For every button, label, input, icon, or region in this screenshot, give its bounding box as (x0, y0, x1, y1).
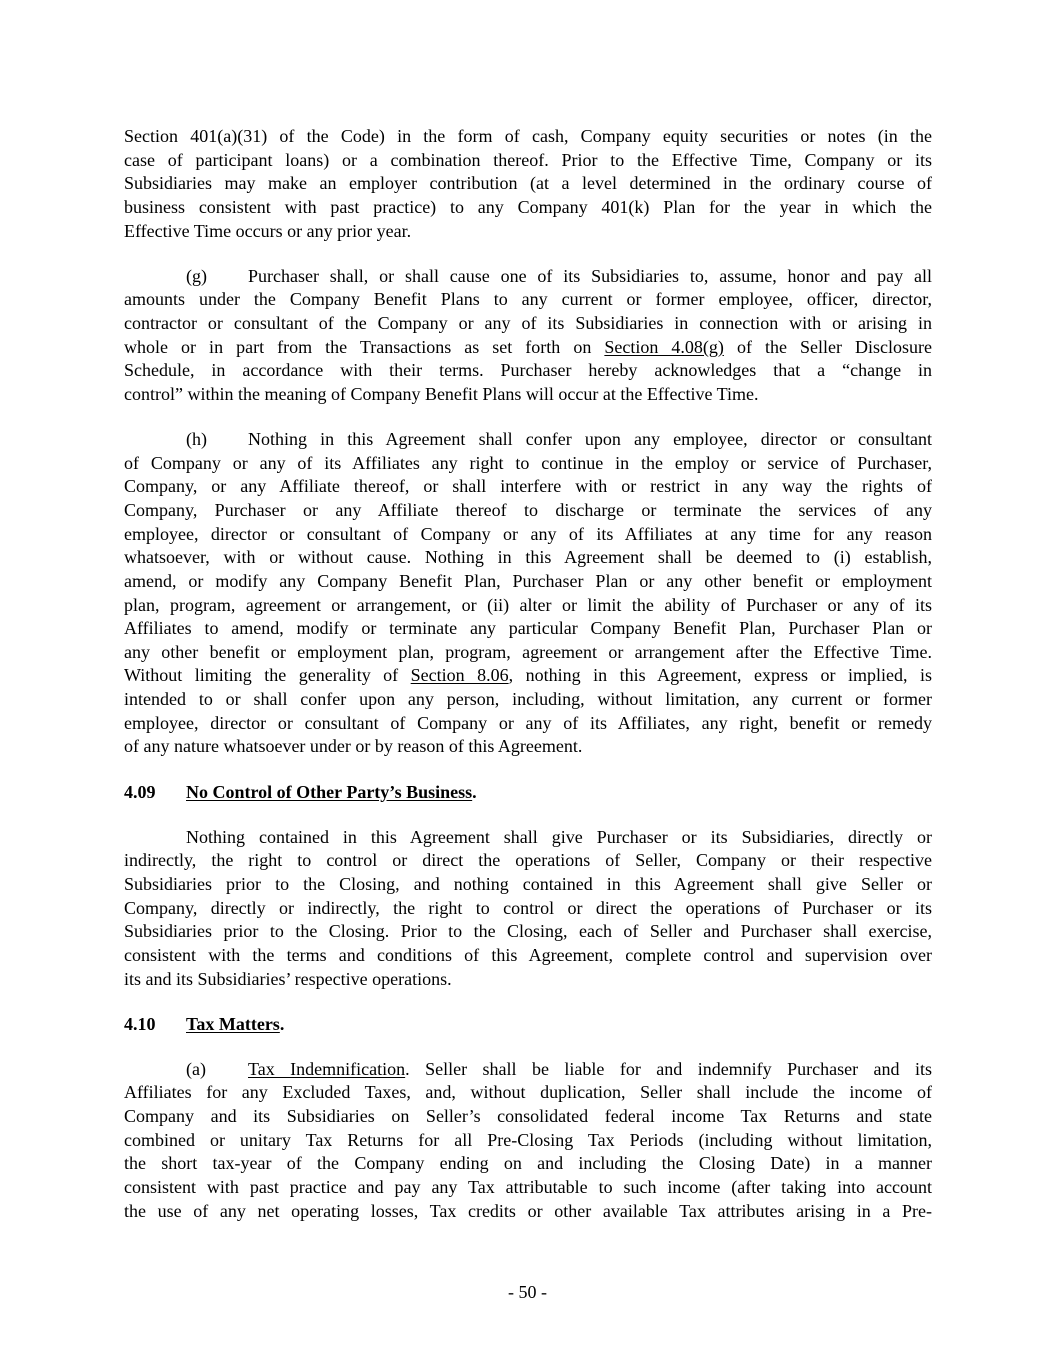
cross-reference-link[interactable]: Section 8.06 (410, 665, 509, 686)
text-run: consistent with the terms and conditions of this Agreement, complete control and supervision over (124, 944, 932, 965)
text-run: plan, program, agreement or arrangement, or (ii) alter or limit the ability of Purchaser or any of its (124, 594, 932, 615)
text-run: Without limiting the generality of (124, 665, 411, 686)
text-line (124, 452, 932, 476)
text-run: any other benefit or employment plan, program, agreement or arrangement after the Effective Time. (124, 641, 932, 662)
text-line (124, 641, 932, 665)
text-run: , nothing in this Agreement, express or implied, is (508, 665, 932, 686)
text-run: Company and its Subsidiaries on Seller’s consolidated federal income Tax Returns and state (124, 1106, 932, 1127)
text-run: Section 401(a)(31) of the Code) in the form of cash, Company equity securities or notes (in the (124, 126, 932, 146)
paragraph (124, 428, 932, 759)
text-run: Schedule, in accordance with their terms. Purchaser hereby acknowledges that a “change in (124, 360, 932, 381)
document-body (124, 125, 932, 1245)
text-run: intended to or shall confer upon any person, including, without limitation, any current or former (124, 689, 932, 710)
text-line (124, 968, 932, 992)
text-run: Effective Time occurs or any prior year. (124, 220, 412, 241)
paragraph-label: (h) (186, 429, 207, 450)
text-run: amend, or modify any Company Benefit Plan, Purchaser Plan or any other benefit or employment (124, 570, 932, 591)
text-line (124, 383, 932, 407)
text-run: of any nature whatsoever under or by reason of this Agreement. (124, 736, 583, 757)
text-line (124, 664, 932, 688)
text-run: the short tax-year of the Company ending on and including the Closing Date) in a manner (124, 1153, 932, 1174)
text-line (124, 288, 932, 312)
text-line (124, 826, 932, 850)
paragraph-label: (g) (186, 265, 207, 286)
text-line (124, 712, 932, 736)
text-run: Affiliates for any Excluded Taxes, and, without duplication, Seller shall include the income of (124, 1082, 932, 1103)
text-line (124, 1152, 932, 1176)
section-title: No Control of Other Party’s Business (186, 781, 473, 802)
text-run: of the Seller Disclosure (723, 336, 933, 357)
text-run: Nothing contained in this Agreement shall give Purchaser or its Subsidiaries, directly or (186, 826, 932, 847)
text-run: case of participant loans) or a combination thereof. Prior to the Effective Time, Company or its (124, 149, 932, 170)
text-run: Company, or any Affiliate thereof, or shall interfere with or restrict in any way the rights of (124, 476, 932, 497)
text-run: Subsidiaries prior to the Closing. Prior to the Closing, each of Seller and Purchaser shall exercise, (124, 921, 932, 942)
text-run: amounts under the Company Benefit Plans to any current or former employee, officer, director, (124, 289, 932, 310)
text-run: . Seller shall be liable for and indemnify Purchaser and its (405, 1058, 932, 1079)
text-line (124, 1081, 932, 1105)
text-line (124, 196, 932, 220)
cross-reference-link[interactable]: Section 4.08(g) (604, 336, 724, 357)
text-line (124, 359, 932, 383)
text-line (124, 523, 932, 547)
text-line (124, 1105, 932, 1129)
cross-reference-link[interactable]: Tax Indemnification (248, 1058, 406, 1079)
text-line (124, 499, 932, 523)
text-run: Company, directly or indirectly, the right to control or direct the operations of Purchaser or its (124, 897, 932, 918)
text-line (124, 428, 932, 452)
text-line (124, 1200, 932, 1224)
text-run: control” within the meaning of Company Benefit Plans will occur at the Effective Time. (124, 383, 759, 404)
text-line (124, 873, 932, 897)
text-line (124, 125, 932, 149)
section-heading (124, 781, 932, 805)
text-line (124, 336, 932, 360)
paragraph (124, 125, 932, 243)
text-line (124, 546, 932, 570)
text-line (124, 1176, 932, 1200)
text-run: business consistent with past practice) to any Company 401(k) Plan for the year in which the (124, 196, 932, 217)
text-run: contractor or consultant of the Company or any of its Subsidiaries in connection with or arising in (124, 312, 932, 333)
text-run: Affiliates to amend, modify or terminate any particular Company Benefit Plan, Purchaser Plan or (124, 618, 932, 639)
text-line (124, 265, 932, 289)
text-run: Purchaser shall, or shall cause one of its Subsidiaries to, assume, honor and pay all (248, 265, 932, 286)
text-line (124, 944, 932, 968)
text-line (124, 1129, 932, 1153)
text-run: of Company or any of its Affiliates any right to continue in the employ or service of Purchaser, (124, 452, 932, 473)
text-line (124, 220, 932, 244)
text-run: Subsidiaries may make an employer contribution (at a level determined in the ordinary course of (124, 173, 932, 194)
text-run: whatsoever, with or without cause. Nothing in this Agreement shall be deemed to (i) establish, (124, 547, 932, 568)
text-line (124, 172, 932, 196)
text-run: combined or unitary Tax Returns for all Pre-Closing Tax Periods (including without limitation, (124, 1129, 932, 1150)
text-run: Subsidiaries prior to the Closing, and nothing contained in this Agreement shall give Seller or (124, 873, 932, 894)
heading-period: . (472, 781, 477, 802)
text-line (124, 149, 932, 173)
text-run: Company, Purchaser or any Affiliate thereof to discharge or terminate the services of any (124, 499, 932, 520)
paragraph (124, 826, 932, 991)
paragraph (124, 265, 932, 407)
text-run: the use of any net operating losses, Tax credits or other available Tax attributes arising in a Pre- (124, 1200, 932, 1221)
text-line (124, 688, 932, 712)
heading-period: . (279, 1013, 285, 1034)
text-run: employee, director or consultant of Company or any of its Affiliates, any right, benefit or remedy (124, 712, 932, 733)
text-run: whole or in part from the Transactions as set forth on (124, 336, 605, 357)
text-run: consistent with past practice and pay any Tax attributable to such income (after taking into account (124, 1176, 932, 1197)
text-run: Nothing in this Agreement shall confer upon any employee, director or consultant (248, 429, 932, 450)
text-line (124, 594, 932, 618)
paragraph-label: (a) (186, 1058, 206, 1079)
section-number: 4.09 (124, 781, 156, 802)
text-line (124, 570, 932, 594)
text-line (124, 475, 932, 499)
section-number: 4.10 (124, 1013, 156, 1034)
paragraph (124, 1058, 932, 1223)
text-line (124, 1058, 932, 1082)
text-line (124, 920, 932, 944)
text-run: its and its Subsidiaries’ respective operations. (124, 968, 452, 989)
text-line (124, 617, 932, 641)
section-title: Tax Matters (186, 1013, 280, 1034)
text-line (124, 312, 932, 336)
text-line (124, 897, 932, 921)
text-line (124, 849, 932, 873)
text-run: employee, director or consultant of Company or any of its Affiliates at any time for any reason (124, 523, 932, 544)
text-line (124, 735, 932, 759)
section-heading (124, 1013, 932, 1037)
page-number: - 50 - (508, 1282, 547, 1302)
text-run: indirectly, the right to control or direct the operations of Seller, Company or their respective (124, 850, 932, 871)
